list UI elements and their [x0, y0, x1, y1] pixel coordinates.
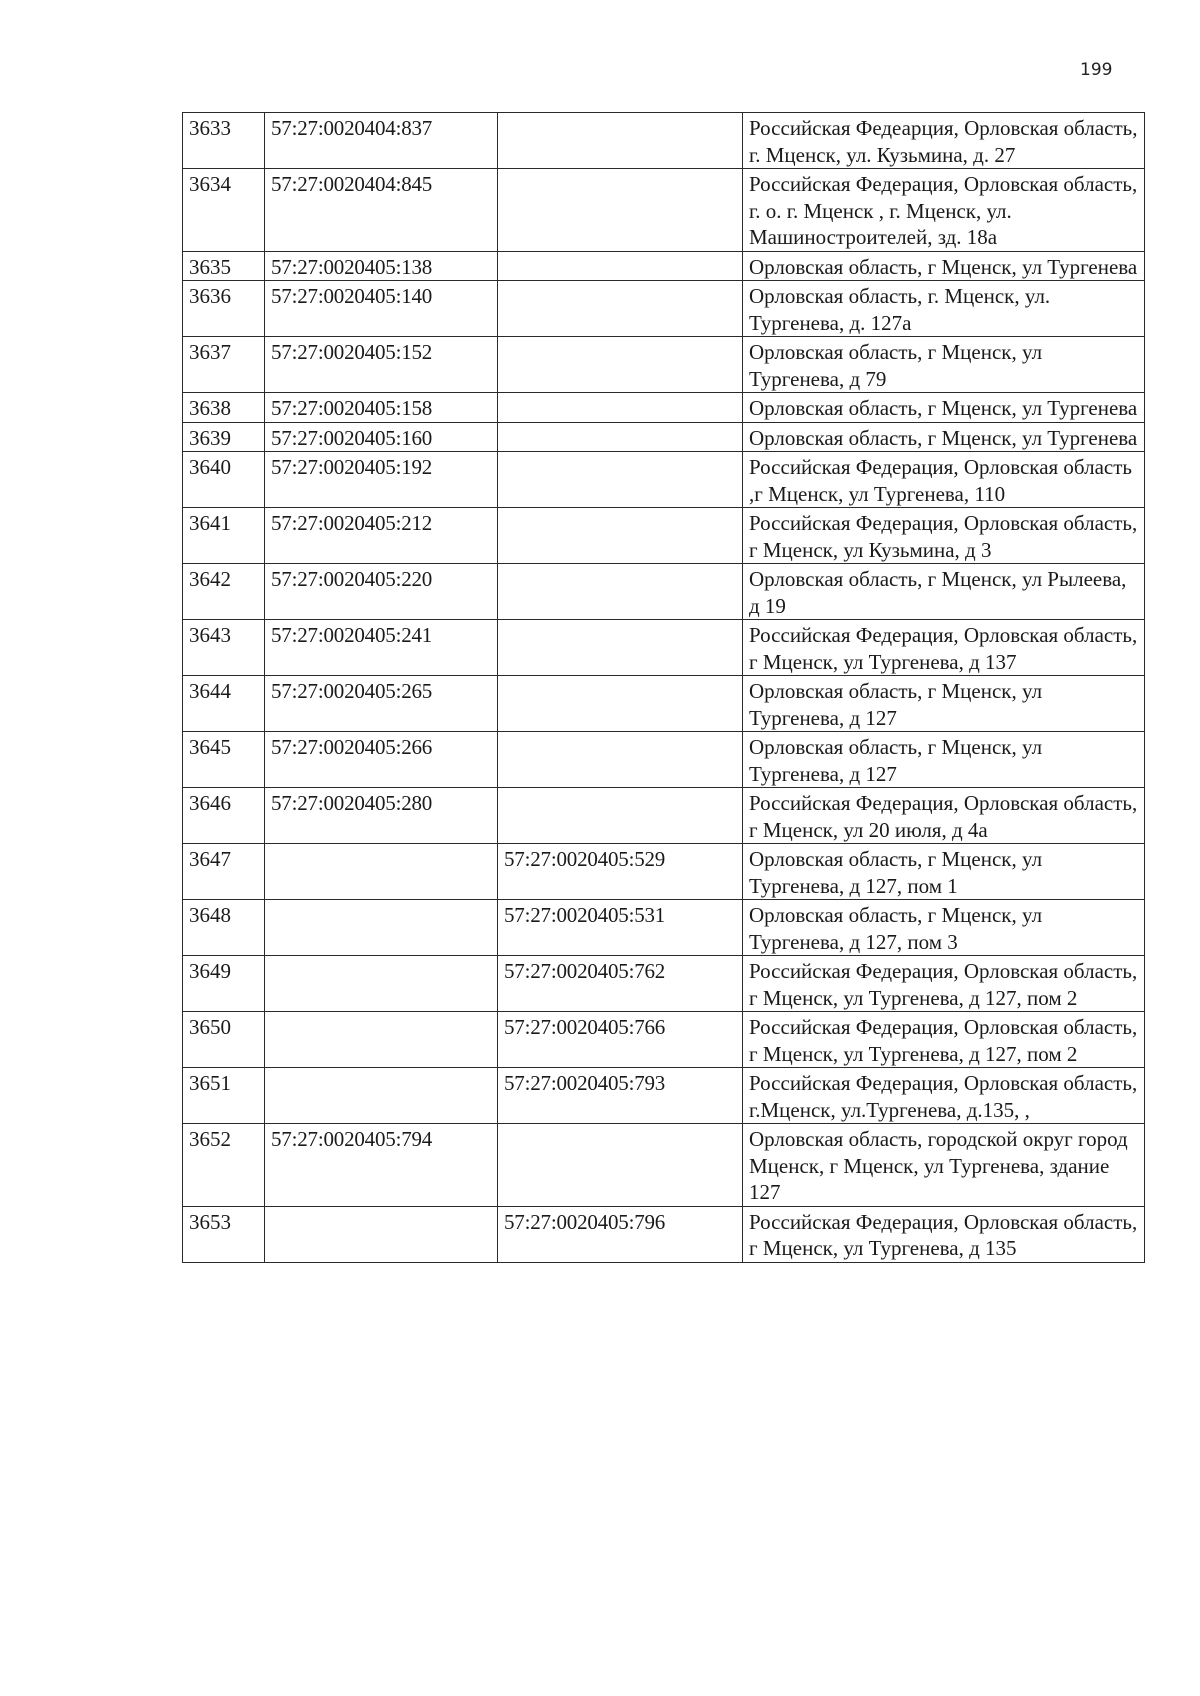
cadastral-number-cell: 57:27:0020405:160: [265, 422, 498, 452]
row-number-cell: 3646: [183, 788, 265, 844]
row-number-cell: 3647: [183, 844, 265, 900]
registry-table: [182, 112, 1145, 1263]
table-row: [183, 508, 1145, 564]
row-number-cell: 3636: [183, 281, 265, 337]
cadastral-number-cell: 57:27:0020405:241: [265, 620, 498, 676]
address-cell: Российская Федерация, Орловская область, г. о. г. Мценск , г. Мценск, ул. Машиностроителей, зд. 18а: [743, 169, 1145, 252]
row-number-cell: 3634: [183, 169, 265, 252]
table-row: [183, 1206, 1145, 1262]
row-number-cell: 3643: [183, 620, 265, 676]
premise-cadastral-number-cell: [498, 732, 743, 788]
address-cell: Российская Федерация, Орловская область ,г Мценск, ул Тургенева, 110: [743, 452, 1145, 508]
address-cell: Российская Федерация, Орловская область, г Мценск, ул Тургенева, д 127, пом 2: [743, 956, 1145, 1012]
address-cell: Орловская область, городской округ город Мценск, г Мценск, ул Тургенева, здание 127: [743, 1124, 1145, 1207]
address-cell: Орловская область, г Мценск, ул Тургенева: [743, 422, 1145, 452]
row-number-cell: 3645: [183, 732, 265, 788]
premise-cadastral-number-cell: [498, 788, 743, 844]
row-number-cell: 3637: [183, 337, 265, 393]
premise-cadastral-number-cell: 57:27:0020405:796: [498, 1206, 743, 1262]
premise-cadastral-number-cell: [498, 169, 743, 252]
row-number-cell: 3653: [183, 1206, 265, 1262]
premise-cadastral-number-cell: [498, 281, 743, 337]
row-number-cell: 3649: [183, 956, 265, 1012]
table-row: [183, 337, 1145, 393]
row-number-cell: 3652: [183, 1124, 265, 1207]
premise-cadastral-number-cell: [498, 393, 743, 423]
cadastral-number-cell: 57:27:0020405:265: [265, 676, 498, 732]
address-cell: Российская Федерация, Орловская область, г Мценск, ул 20 июля, д 4а: [743, 788, 1145, 844]
table-row: [183, 393, 1145, 423]
table-row: [183, 788, 1145, 844]
table-row: [183, 281, 1145, 337]
table-row: [183, 452, 1145, 508]
premise-cadastral-number-cell: 57:27:0020405:529: [498, 844, 743, 900]
premise-cadastral-number-cell: [498, 337, 743, 393]
row-number-cell: 3640: [183, 452, 265, 508]
address-cell: Российская Федерация, Орловская область, г.Мценск, ул.Тургенева, д.135, ,: [743, 1068, 1145, 1124]
cadastral-number-cell: 57:27:0020405:794: [265, 1124, 498, 1207]
cadastral-number-cell: 57:27:0020405:152: [265, 337, 498, 393]
cadastral-number-cell: 57:27:0020405:140: [265, 281, 498, 337]
table-row: [183, 732, 1145, 788]
address-cell: Орловская область, г Мценск, ул Тургенева, д 79: [743, 337, 1145, 393]
address-cell: Российская Федерация, Орловская область, г Мценск, ул Тургенева, д 135: [743, 1206, 1145, 1262]
premise-cadastral-number-cell: [498, 422, 743, 452]
premise-cadastral-number-cell: [498, 452, 743, 508]
table-row: [183, 422, 1145, 452]
table-row: [183, 251, 1145, 281]
address-cell: Орловская область, г Мценск, ул Тургенева, д 127: [743, 732, 1145, 788]
address-cell: Орловская область, г Мценск, ул Тургенева: [743, 251, 1145, 281]
cadastral-number-cell: 57:27:0020405:266: [265, 732, 498, 788]
address-cell: Российская Федерация, Орловская область, г Мценск, ул Тургенева, д 127, пом 2: [743, 1012, 1145, 1068]
row-number-cell: 3651: [183, 1068, 265, 1124]
row-number-cell: 3635: [183, 251, 265, 281]
table-row: [183, 1124, 1145, 1207]
address-cell: Российская Федерация, Орловская область, г Мценск, ул Тургенева, д 137: [743, 620, 1145, 676]
table-row: [183, 676, 1145, 732]
premise-cadastral-number-cell: [498, 620, 743, 676]
premise-cadastral-number-cell: 57:27:0020405:762: [498, 956, 743, 1012]
address-cell: Российская Федеарция, Орловская область, г. Мценск, ул. Кузьмина, д. 27: [743, 113, 1145, 169]
table-row: [183, 564, 1145, 620]
page-number: 199: [1080, 60, 1113, 80]
cadastral-number-cell: [265, 1068, 498, 1124]
address-cell: Орловская область, г. Мценск, ул. Тургенева, д. 127а: [743, 281, 1145, 337]
row-number-cell: 3638: [183, 393, 265, 423]
table-row: [183, 113, 1145, 169]
cadastral-number-cell: 57:27:0020405:212: [265, 508, 498, 564]
premise-cadastral-number-cell: [498, 564, 743, 620]
table-row: [183, 1068, 1145, 1124]
cadastral-number-cell: 57:27:0020405:138: [265, 251, 498, 281]
row-number-cell: 3648: [183, 900, 265, 956]
table-row: [183, 620, 1145, 676]
cadastral-number-cell: 57:27:0020405:158: [265, 393, 498, 423]
premise-cadastral-number-cell: [498, 1124, 743, 1207]
cadastral-number-cell: 57:27:0020405:280: [265, 788, 498, 844]
premise-cadastral-number-cell: 57:27:0020405:793: [498, 1068, 743, 1124]
address-cell: Орловская область, г Мценск, ул Тургенева, д 127: [743, 676, 1145, 732]
premise-cadastral-number-cell: [498, 508, 743, 564]
cadastral-number-cell: 57:27:0020405:192: [265, 452, 498, 508]
address-cell: Российская Федерация, Орловская область, г Мценск, ул Кузьмина, д 3: [743, 508, 1145, 564]
address-cell: Орловская область, г Мценск, ул Рылеева, д 19: [743, 564, 1145, 620]
cadastral-number-cell: [265, 900, 498, 956]
address-cell: Орловская область, г Мценск, ул Тургенева, д 127, пом 1: [743, 844, 1145, 900]
address-cell: Орловская область, г Мценск, ул Тургенева: [743, 393, 1145, 423]
table-row: [183, 956, 1145, 1012]
row-number-cell: 3639: [183, 422, 265, 452]
table-row: [183, 844, 1145, 900]
premise-cadastral-number-cell: [498, 113, 743, 169]
premise-cadastral-number-cell: 57:27:0020405:531: [498, 900, 743, 956]
cadastral-number-cell: [265, 1206, 498, 1262]
registry-table-body: [183, 113, 1145, 1263]
cadastral-number-cell: 57:27:0020405:220: [265, 564, 498, 620]
premise-cadastral-number-cell: 57:27:0020405:766: [498, 1012, 743, 1068]
address-cell: Орловская область, г Мценск, ул Тургенева, д 127, пом 3: [743, 900, 1145, 956]
row-number-cell: 3633: [183, 113, 265, 169]
table-row: [183, 1012, 1145, 1068]
cadastral-number-cell: [265, 844, 498, 900]
cadastral-number-cell: 57:27:0020404:845: [265, 169, 498, 252]
cadastral-number-cell: [265, 1012, 498, 1068]
row-number-cell: 3644: [183, 676, 265, 732]
row-number-cell: 3641: [183, 508, 265, 564]
premise-cadastral-number-cell: [498, 676, 743, 732]
cadastral-number-cell: [265, 956, 498, 1012]
premise-cadastral-number-cell: [498, 251, 743, 281]
table-row: [183, 900, 1145, 956]
row-number-cell: 3642: [183, 564, 265, 620]
row-number-cell: 3650: [183, 1012, 265, 1068]
cadastral-number-cell: 57:27:0020404:837: [265, 113, 498, 169]
table-row: [183, 169, 1145, 252]
